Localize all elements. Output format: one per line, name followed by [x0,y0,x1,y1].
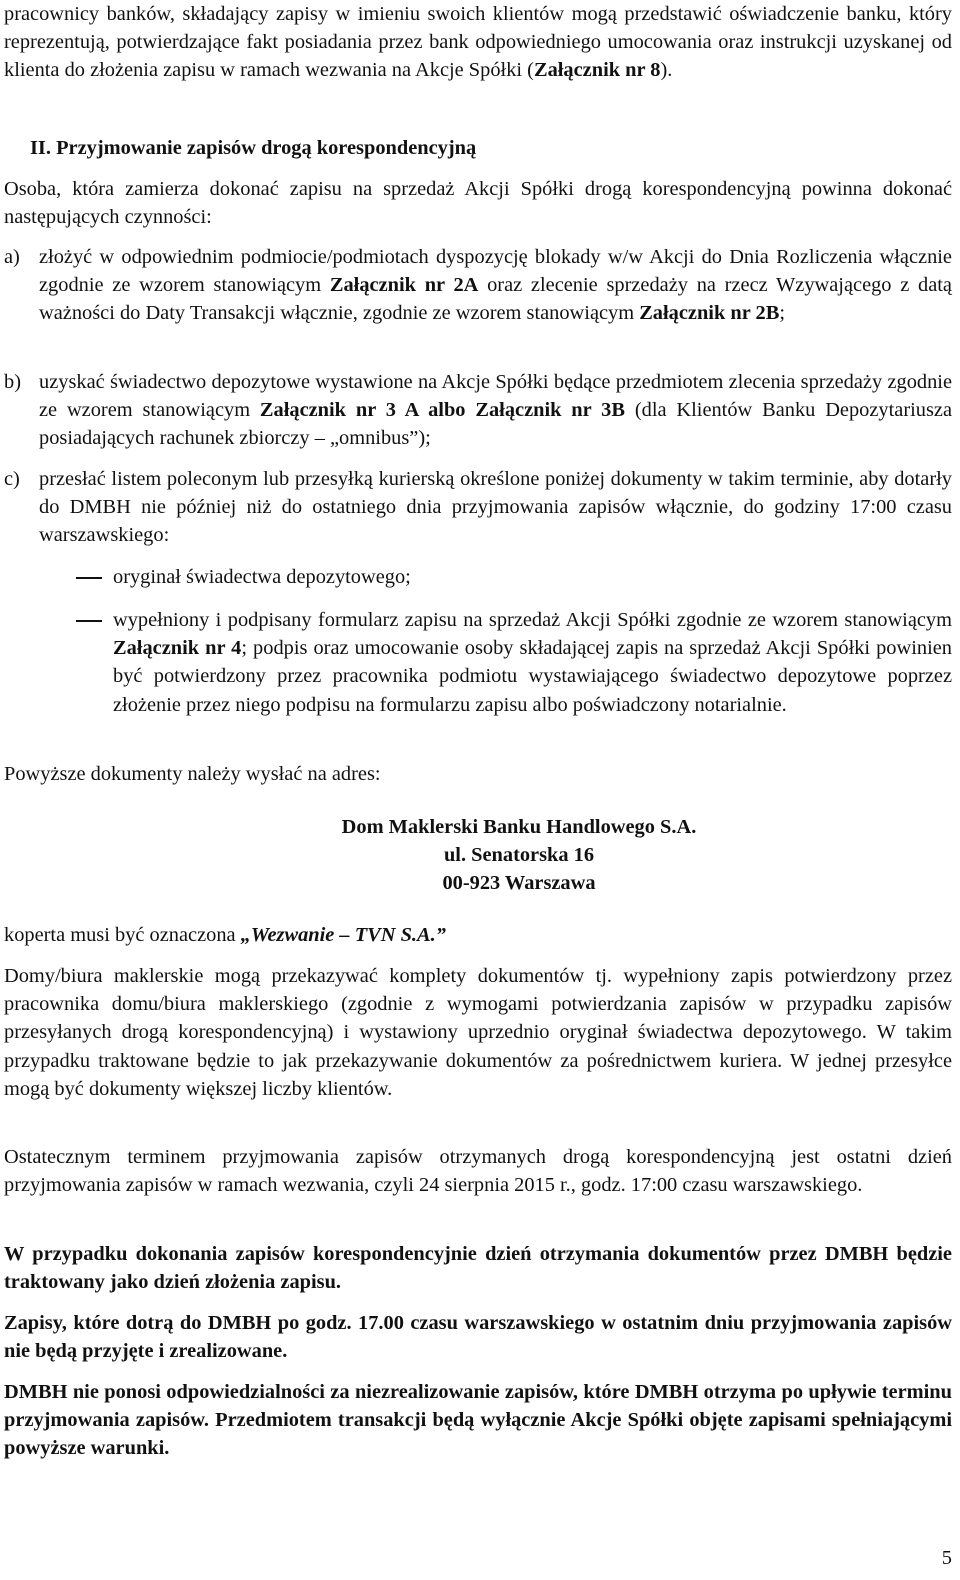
list-marker: b) [4,371,21,393]
intro-text: pracownicy banków, składający zapisy w imieniu swoich klientów mogą przedstawić oświadczenie banku, który reprezentują, potwierdzające fakt posiadania przez bank odpowiedniego umocowania oraz instrukcji uzyskanej od klienta do złożenia zapisu w ramach wezwania na Akcje Spółki ( [4,3,952,82]
list-item-a [4,243,952,328]
paragraph-receipt-date: W przypadku dokonania zapisów korespondencyjnie dzień otrzymania dokumentów przez DMBH będzie traktowany jako dzień złożenia zapisu. [4,1243,952,1294]
paragraph-brokers: Domy/biura maklerskie mogą przekazywać komplety dokumentów tj. wypełniony zapis potwierdzony przez pracownika domu/biura maklerskiego (zgodnie z wymogami potwierdzania zapisów w przypadku zapisów przesyłanych drogą korespondencyjną) i wystawiony uprzednio oryginał świadectwa depozytowego. W takim przypadku traktowane będzie to jak przekazywanie dokumentów za pośrednictwem kuriera. W jednej przesyłce mogą być dokumenty większej liczby klientów. [4,965,952,1100]
list-marker: c) [4,468,20,490]
attachment-ref: Załącznik nr 8 [533,59,661,82]
list-item-text: przesłać listem poleconym lub przesyłką kurierską określone poniżej dokumenty w takim terminie, aby dotarły do DMBH nie później niż do ostatniego dnia przyjmowania zapisów włącznie, do godziny 17:00 czasu warszawskiego: [39,468,952,547]
dash-item-certificate [4,563,952,591]
list-marker: a) [4,246,20,268]
paragraph-deadline: Ostatecznym terminem przyjmowania zapisów otrzymanych drogą korespondencyjną jest ostatni dzień przyjmowania zapisów w ramach wezwania, czyli 24 sierpnia 2015 r., godz. 17:00 czasu warszawskiego. [4,1146,952,1197]
attachment-ref: Załącznik nr 3 A albo Załącznik nr 3B [259,399,625,422]
envelope-note: koperta musi być oznaczona „Wezwanie – TVN S.A.” [4,924,446,946]
page-number: 5 [941,1547,952,1569]
mailing-address [4,813,960,898]
address-line-1: Dom Maklerski Banku Handlowego S.A. [341,816,697,838]
dash-item-text: wypełniony i podpisany formularz zapisu na sprzedaż Akcji Spółki zgodnie ze wzorem stanowiącym Załącznik nr 4; podpis oraz umocowanie osoby składającej zapis na sprzedaż Akcji Spółki powinien być potwierdzony przez pracownika podmiotu wystawiającego świadectwo depozytowe poprzez złożenie przez niego podpisu na formularzu zapisu albo poświadczony notarialnie. [113,609,953,716]
envelope-marking: „Wezwanie – TVN S.A.” [240,924,446,946]
address-line-3: 00-923 Warszawa [442,872,596,895]
list-item-text: uzyskać świadectwo depozytowe wystawione na Akcje Spółki będące przedmiotem zlecenia sprzedaży zgodnie ze wzorem stanowiącym Załącznik nr 3 A albo Załącznik nr 3B (dla Klientów Banku Depozytariusza posiadających rachunek zbiorczy – „omnibus”); [39,371,953,450]
list-item-c [4,465,952,550]
send-instruction: Powyższe dokumenty należy wysłać na adres: [4,763,381,785]
intro-tail: ). [660,59,673,82]
attachment-ref: Załącznik nr 2B [639,302,780,325]
dash-item-text: oryginał świadectwa depozytowego; [113,566,411,588]
section-lead: Osoba, która zamierza dokonać zapisu na sprzedaż Akcji Spółki drogą korespondencyjną powinna dokonać następujących czynności: [4,178,952,229]
list-item-text: złożyć w odpowiednim podmiocie/podmiotach dyspozycję blokady w/w Akcji do Dnia Rozliczenia włącznie zgodnie ze wzorem stanowiącym Załącznik nr 2A oraz zlecenie sprzedaży na rzecz Wzywającego z datą ważności do Daty Transakcji włącznie, zgodnie ze wzorem stanowiącym Załącznik nr 2B; [39,246,952,325]
dash-item-form [4,606,952,719]
address-line-2: ul. Senatorska 16 [443,844,595,867]
list-item-b [4,368,952,453]
intro-paragraph [4,0,952,85]
attachment-ref: Załącznik nr 2A [329,274,479,297]
section-heading: II. Przyjmowanie zapisów drogą korespondencyjną [30,137,477,159]
attachment-ref: Załącznik nr 4 [113,637,242,660]
paragraph-late-submissions: Zapisy, które dotrą do DMBH po godz. 17.00 czasu warszawskiego w ostatnim dniu przyjmowania zapisów nie będą przyjęte i zrealizowane. [4,1312,952,1363]
paragraph-liability: DMBH nie ponosi odpowiedzialności za niezrealizowanie zapisów, które DMBH otrzyma po upływie terminu przyjmowania zapisów. Przedmiotem transakcji będą wyłącznie Akcje Spółki objęte zapisami spełniającymi powyższe warunki. [4,1381,952,1460]
